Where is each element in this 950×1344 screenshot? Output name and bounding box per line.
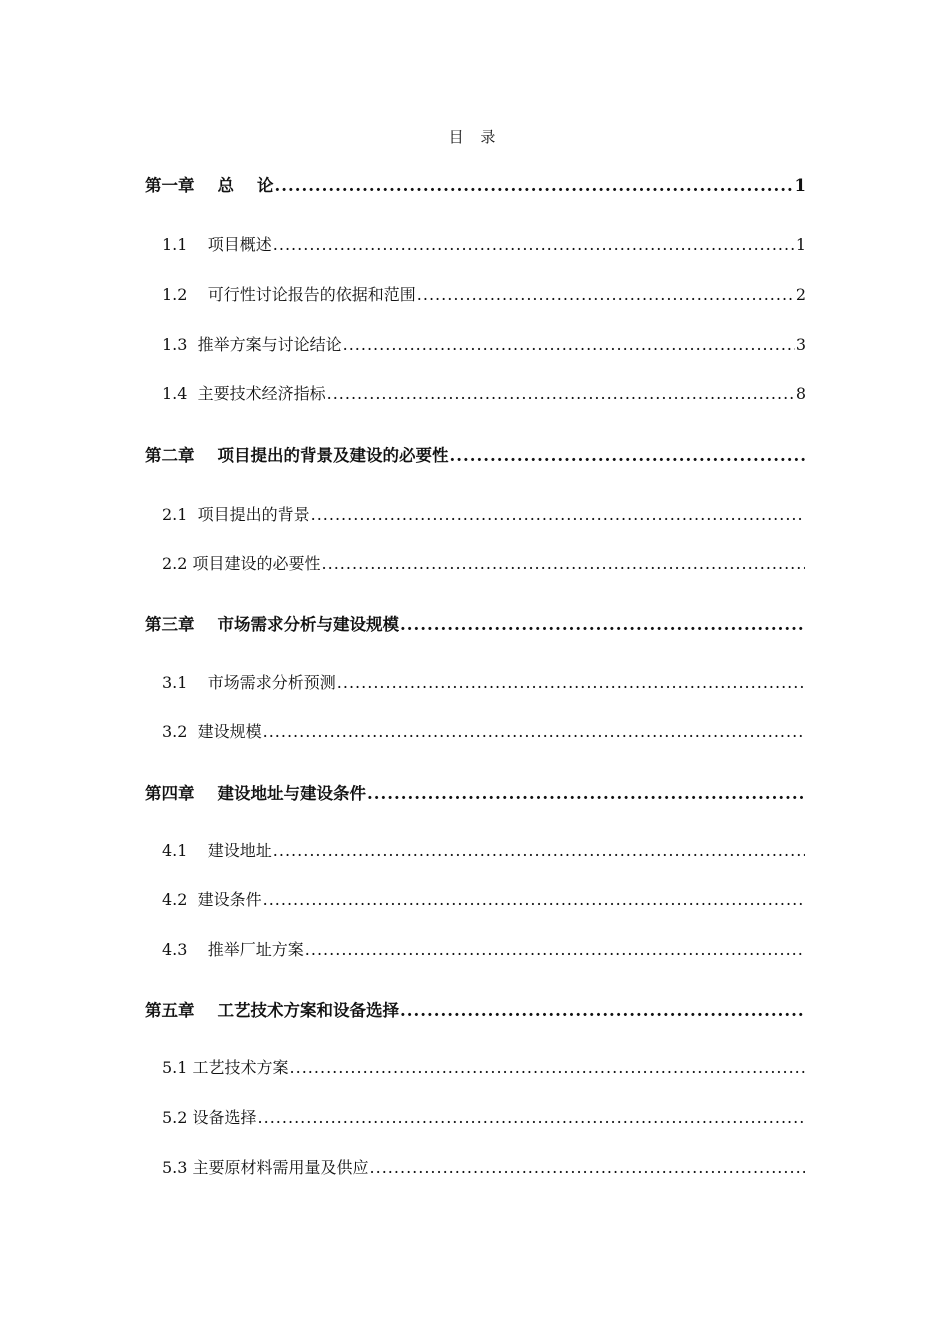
dot-leader xyxy=(273,841,805,860)
dot-leader xyxy=(322,554,805,573)
dot-leader xyxy=(449,446,805,465)
dot-leader xyxy=(263,890,805,909)
toc-chapter-1[interactable] xyxy=(145,172,806,196)
toc-section-3-2[interactable] xyxy=(145,719,806,743)
toc-label: 2.1 项目提出的背景 xyxy=(162,505,310,524)
toc-chapter-4[interactable] xyxy=(145,780,806,804)
dot-leader xyxy=(274,176,793,195)
toc-page-number: 3 xyxy=(795,335,806,354)
dot-leader xyxy=(343,335,795,354)
toc-label: 5.2 设备选择 xyxy=(162,1108,257,1127)
toc-label: 4.1 建设地址 xyxy=(162,841,272,860)
dot-leader xyxy=(305,940,805,959)
toc-section-1-1[interactable] xyxy=(145,232,806,256)
toc-label: 3.1 市场需求分析预测 xyxy=(162,673,336,692)
toc-label: 第五章 工艺技术方案和设备选择 xyxy=(145,1001,399,1020)
toc-section-5-2[interactable] xyxy=(145,1105,806,1129)
toc-section-4-1[interactable] xyxy=(145,838,806,862)
dot-leader xyxy=(263,722,805,741)
toc-label: 1.2 可行性讨论报告的依据和范围 xyxy=(162,285,416,304)
toc-label: 1.1 项目概述 xyxy=(162,235,272,254)
toc-section-1-2[interactable] xyxy=(145,282,806,306)
dot-leader xyxy=(370,1158,805,1177)
dot-leader xyxy=(311,505,805,524)
toc-section-2-1[interactable] xyxy=(145,502,806,526)
toc-section-4-3[interactable] xyxy=(145,937,806,961)
dot-leader xyxy=(337,673,805,692)
toc-section-1-4[interactable] xyxy=(145,381,806,405)
toc-page-number: 8 xyxy=(795,384,806,403)
toc-chapter-5[interactable] xyxy=(145,997,806,1021)
toc-label: 3.2 建设规模 xyxy=(162,722,262,741)
toc-page-number: 2 xyxy=(795,285,806,304)
toc-label: 2.2 项目建设的必要性 xyxy=(162,554,321,573)
page-title: 目 录 xyxy=(448,128,502,146)
toc-label: 第二章 项目提出的背景及建设的必要性 xyxy=(145,446,449,465)
toc-label: 1.3 推举方案与讨论结论 xyxy=(162,335,342,354)
toc-section-5-1[interactable] xyxy=(145,1055,806,1079)
dot-leader xyxy=(367,784,805,803)
toc-label: 第三章 市场需求分析与建设规模 xyxy=(145,615,399,634)
toc-chapter-2[interactable] xyxy=(145,442,806,466)
toc-page-number: 1 xyxy=(795,235,806,254)
toc-page-number: 1 xyxy=(794,176,806,195)
toc-label: 4.3 推举厂址方案 xyxy=(162,940,304,959)
toc-section-2-2[interactable] xyxy=(145,551,806,575)
toc-label: 第四章 建设地址与建设条件 xyxy=(145,784,366,803)
dot-leader xyxy=(400,615,805,634)
toc-label: 5.1 工艺技术方案 xyxy=(162,1058,289,1077)
toc-section-3-1[interactable] xyxy=(145,670,806,694)
dot-leader xyxy=(417,285,795,304)
dot-leader xyxy=(273,235,795,254)
toc-section-4-2[interactable] xyxy=(145,887,806,911)
dot-leader xyxy=(290,1058,805,1077)
toc-chapter-3[interactable] xyxy=(145,611,806,635)
toc-label: 1.4 主要技术经济指标 xyxy=(162,384,326,403)
toc-label: 5.3 主要原材料需用量及供应 xyxy=(162,1158,369,1177)
dot-leader xyxy=(258,1108,805,1127)
dot-leader xyxy=(400,1001,805,1020)
toc-label: 4.2 建设条件 xyxy=(162,890,262,909)
toc-section-5-3[interactable] xyxy=(145,1155,806,1179)
toc-label: 第一章 总 论 xyxy=(145,176,274,195)
toc-section-1-3[interactable] xyxy=(145,332,806,356)
dot-leader xyxy=(327,384,795,403)
